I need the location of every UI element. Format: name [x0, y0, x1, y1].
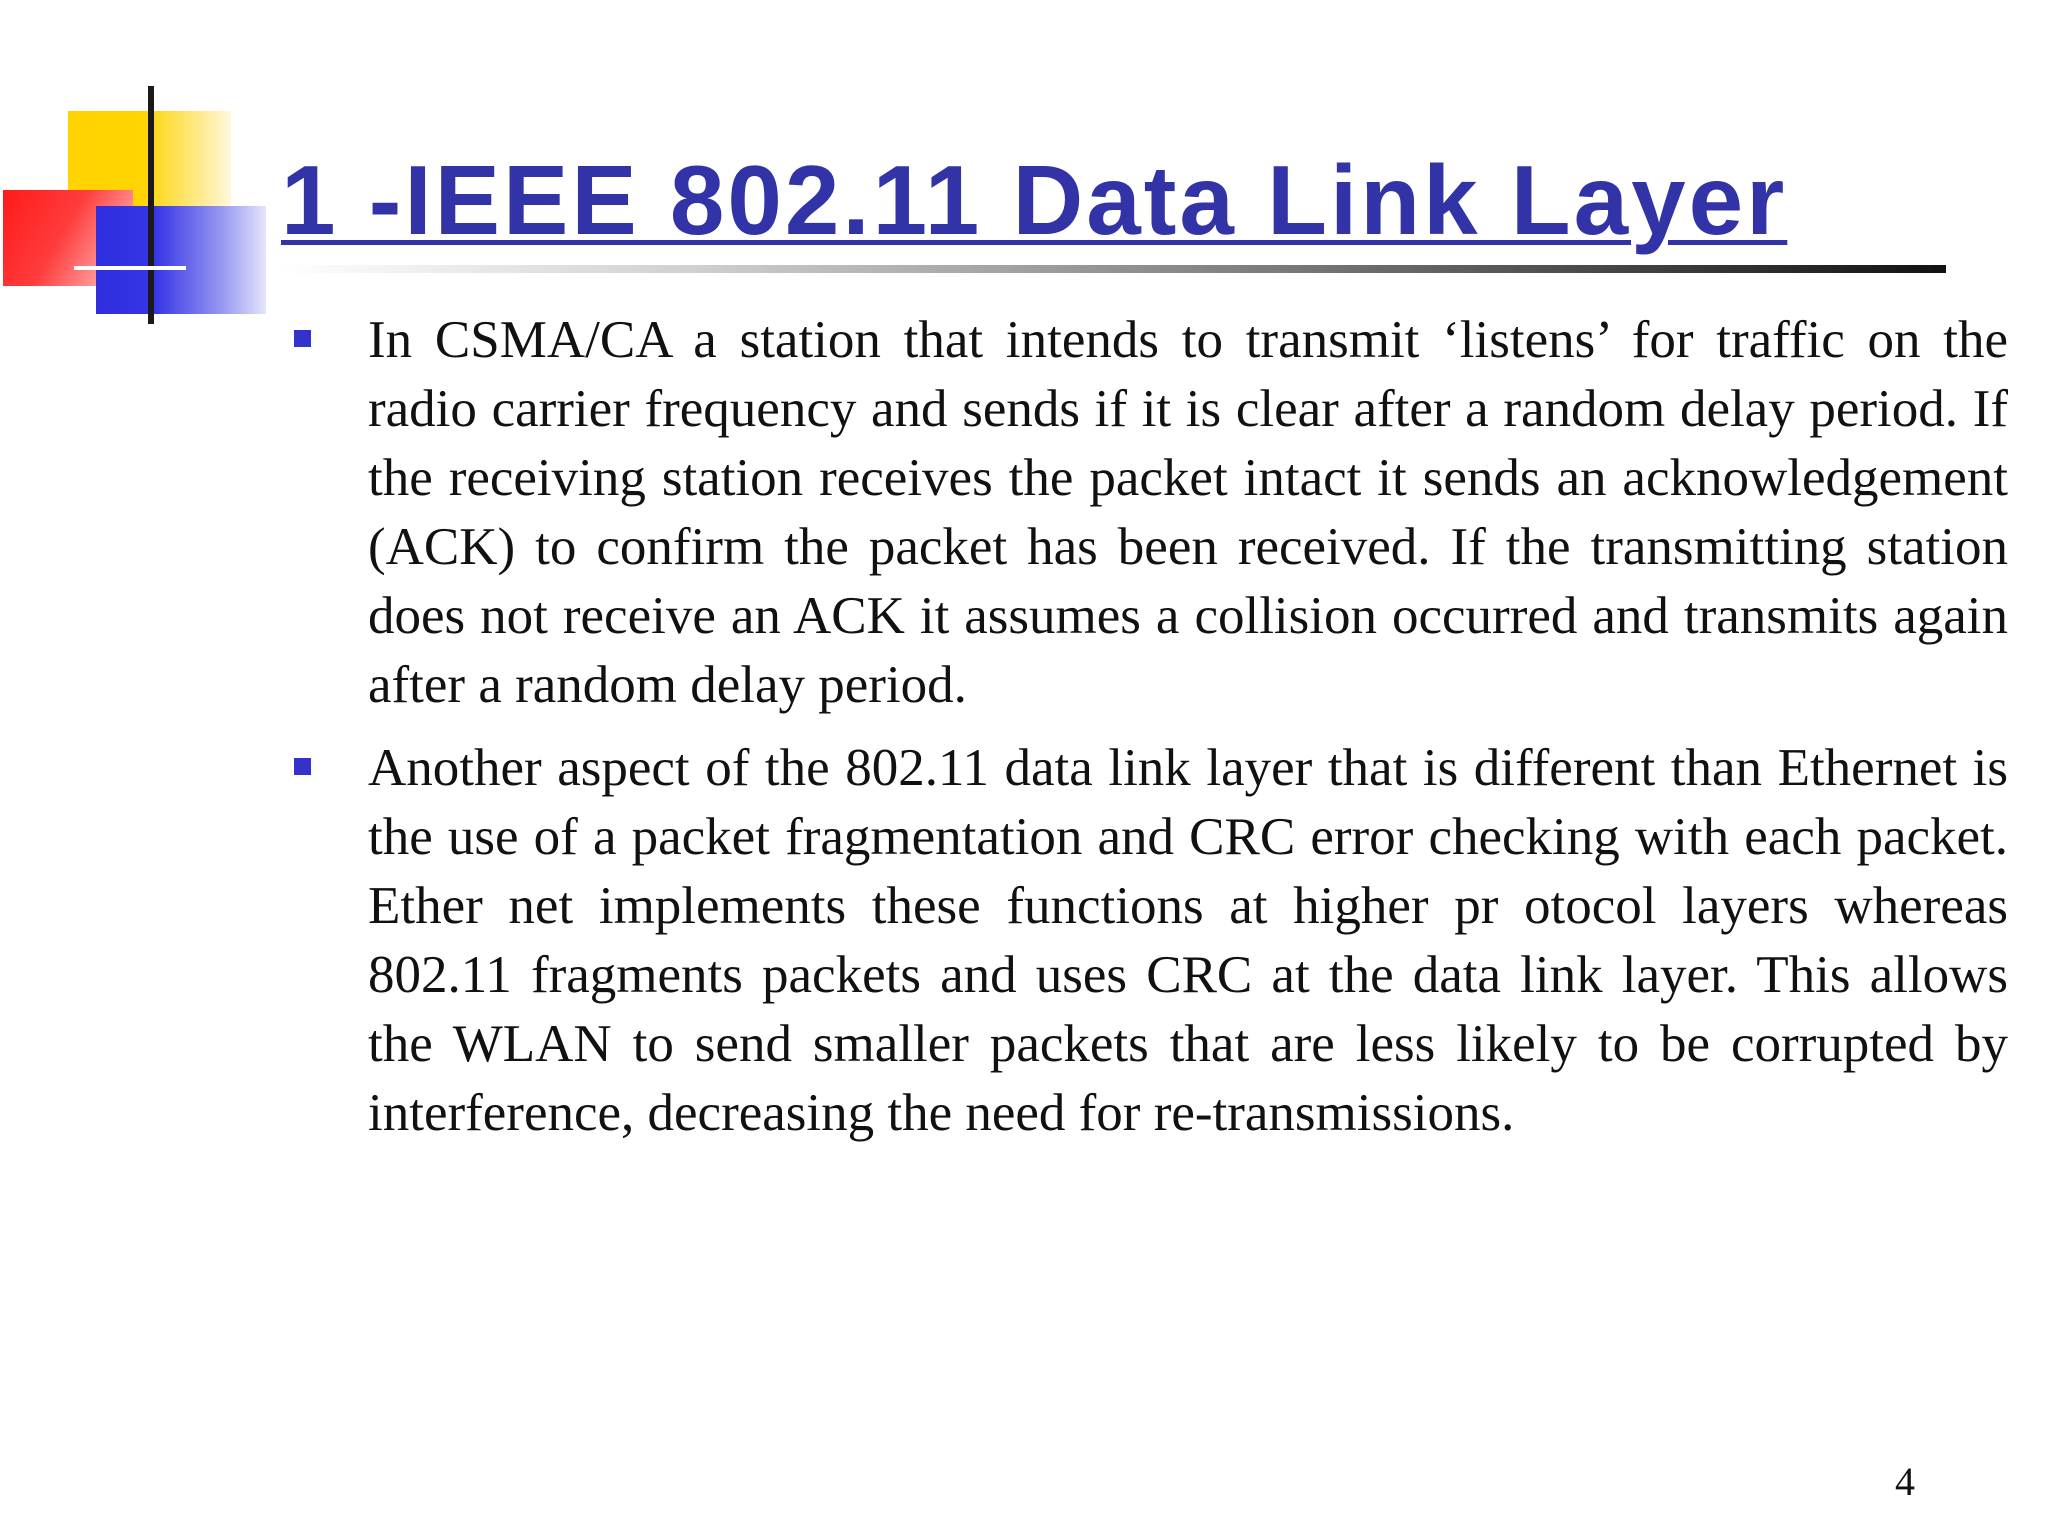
bullet-item	[280, 734, 2008, 1148]
decorative-horizontal-line	[74, 266, 186, 270]
decorative-blue-square	[96, 206, 266, 314]
page-number: 4	[1895, 1459, 1915, 1504]
decorative-vertical-line	[148, 86, 154, 324]
title-underline-rule	[280, 265, 1946, 273]
square-bullet-icon	[294, 758, 311, 775]
bullet-list	[280, 306, 2008, 1162]
bullet-item	[280, 306, 2008, 720]
bullet-text: In CSMA/CA a station that intends to transmit ‘listens’ for traffic on the radio carrier frequency and sends if it is clear after a random delay period. If the receiving station receives the packet intact it sends an acknowledgement (ACK) to confirm the packet has been received. If the transmitting station does not receive an ACK it assumes a collision occurred and transmits again after a random delay period.	[368, 311, 2008, 714]
square-bullet-icon	[294, 330, 311, 347]
slide-title: 1 -IEEE 802.11 Data Link Layer	[281, 145, 1788, 255]
bullet-text: Another aspect of the 802.11 data link layer that is different than Ethernet is the use of a packet fragmentation and CRC error checking with each packet. Ether net implements these functions at higher pr otocol layers whereas 802.11 fragments packets and uses CRC at the data link layer. This allows the WLAN to send smaller packets that are less likely to be corrupted by interference, decreasing the need for re-transmissions.	[368, 739, 2008, 1142]
